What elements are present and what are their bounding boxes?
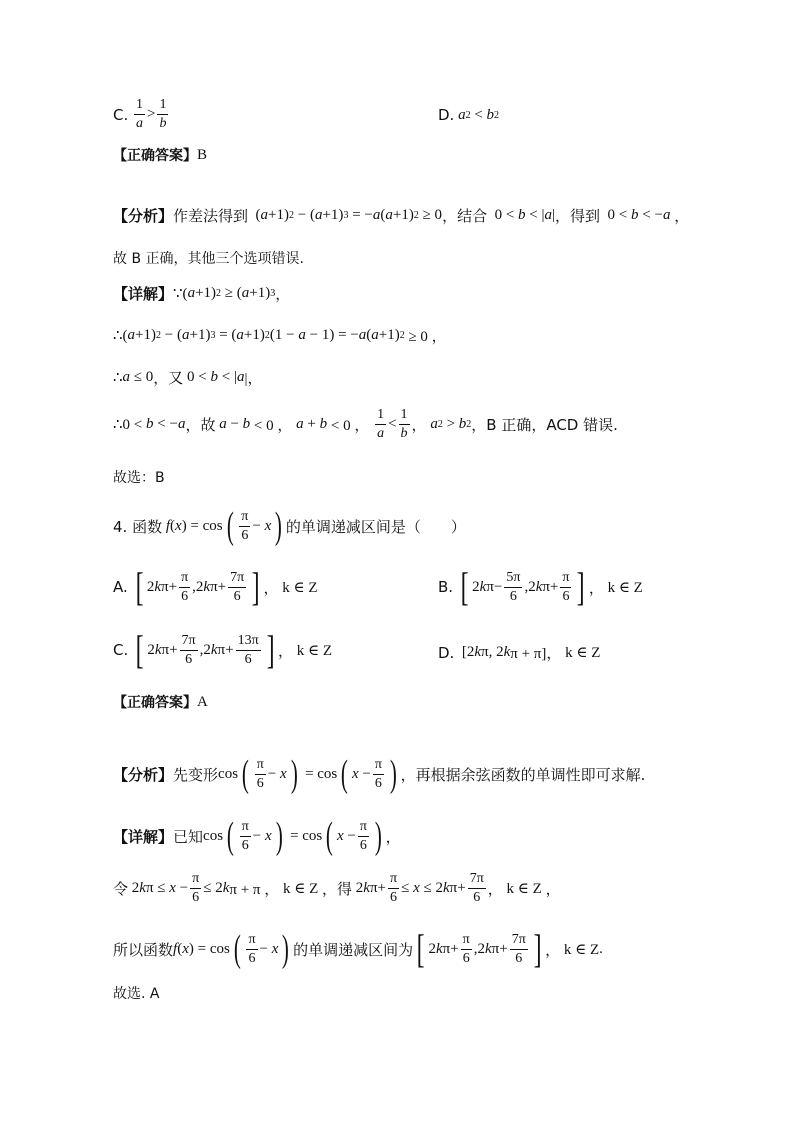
option-a: A. [ 2 k π+ $\frac{\pi}{6}$ ,2 k π+ $\frac{7\pi}{6}$ ] ， k ∈ Z [113, 564, 318, 609]
question-4: 4. 函数 f ( x ) = cos ( $\frac{\pi}{6}$ − x ) 的单调递减区间是（ ） [113, 505, 466, 547]
fraction: $\frac{\pi}{6}$ [390, 871, 398, 905]
detail-line-4: ∴0 < b < − a ，故 a − b < 0 ， a + b < 0 ， $\frac{1}{a}$ < $\frac{1}{b}$ ， a 2 > b 2 ，B 正确，ACD 错误. [113, 407, 618, 441]
fraction: $\frac{\pi}{6}$ [562, 569, 570, 604]
fraction: $\frac{1}{a}$ [136, 97, 143, 131]
fraction: $\frac{1}{a}$ [377, 407, 385, 441]
detail-line-1: 【详解】 ∵( a +1) 2 ≥ ( a +1) 3 ， [113, 285, 291, 303]
option-c: C. $\frac{1}{a}$ > $\frac{1}{b}$ [113, 97, 167, 131]
option-b: B. [ 2 k π− $\frac{5\pi}{6}$ ,2 k π+ $\frac{\pi}{6}$ ] ， k ∈ Z [438, 564, 643, 609]
detail-line-3: ∴ a ≤ 0 ，又 0 < b < | a |， [113, 369, 263, 387]
fraction: $\frac{\pi}{6}$ [241, 508, 249, 543]
fraction: $\frac{\pi}{6}$ [241, 818, 249, 853]
option-c2: C. [ 2 k π+ $\frac{7\pi}{6}$ ,2 k π+ $\frac{13\pi}{6}$ ] ， k ∈ Z [113, 627, 333, 672]
option-d2: D. [2 k π, 2 k π + π]， k ∈ Z [438, 643, 601, 662]
detail-line-6: 令 2 k π ≤ x − $\frac{\pi}{6}$ ≤ 2 k π + π ， k ∈ Z ， 得 2 k π+ $\frac{\pi}{6}$ ≤ x ≤ 2 k π+ $\frac{7\pi}{6}$ ， k ∈ Z ， [113, 871, 561, 905]
fraction: $\frac{\pi}{6}$ [192, 871, 200, 905]
fraction: $\frac{\pi}{6}$ [359, 818, 367, 853]
fraction: $\frac{1}{b}$ [400, 407, 408, 441]
analysis-line-1: 【分析】 作差法得到 ( a +1) 2 − ( a +1) 3 = − a ( a +1) 2 ≥ 0 ，结合 0 < b < | a | ，得到 0 < b < − a ， [113, 207, 690, 225]
fraction: $\frac{5\pi}{6}$ [506, 569, 521, 604]
detail-line-2: ∴( a +1) 2 − ( a +1) 3 = ( a +1) 2 (1 − a − 1) = − a ( a +1) 2 ≥ 0 ， [113, 327, 447, 345]
fraction: $\frac{7\pi}{6}$ [511, 931, 526, 966]
detail-line-7: 所以函数 f ( x ) = cos ( $\frac{\pi}{6}$ − x ) 的单调递减区间为 [ 2 k π+ $\frac{\pi}{6}$ ,2 k π+ $\frac{7\pi}{6}$ ] ， k ∈ Z . [113, 926, 603, 971]
fraction: $\frac{\pi}{6}$ [181, 569, 189, 604]
answer-line-1: 【正确答案】 B [113, 146, 208, 164]
fraction: $\frac{7\pi}{6}$ [469, 871, 484, 905]
choice-line-2: 故选. A [113, 986, 160, 1002]
analysis-line-2: 故 B 正确，其他三个选项错误. [113, 251, 304, 267]
fraction: $\frac{13\pi}{6}$ [237, 632, 259, 667]
fraction: $\frac{\pi}{6}$ [374, 756, 382, 791]
choice-line-1: 故选：B [113, 470, 165, 486]
detail-line-5: 【详解】 已知 cos ( $\frac{\pi}{6}$ − x ) = cos ( x − $\frac{\pi}{6}$ ) ， [113, 815, 401, 857]
answer-line-2: 【正确答案】 A [113, 693, 208, 711]
analysis-line-3: 【分析】 先变形 cos ( $\frac{\pi}{6}$ − x ) = cos ( x − $\frac{\pi}{6}$ ) ，再根据余弦函数的单调性即可求解. [113, 753, 646, 795]
fraction: $\frac{1}{b}$ [159, 97, 167, 131]
fraction: $\frac{\pi}{6}$ [256, 756, 264, 791]
fraction: $\frac{\pi}{6}$ [248, 931, 256, 966]
option-d: D. a 2 < b 2 [438, 106, 500, 124]
fraction: $\frac{7\pi}{6}$ [230, 569, 245, 604]
fraction: $\frac{7\pi}{6}$ [181, 632, 196, 667]
fraction: $\frac{\pi}{6}$ [462, 931, 470, 966]
